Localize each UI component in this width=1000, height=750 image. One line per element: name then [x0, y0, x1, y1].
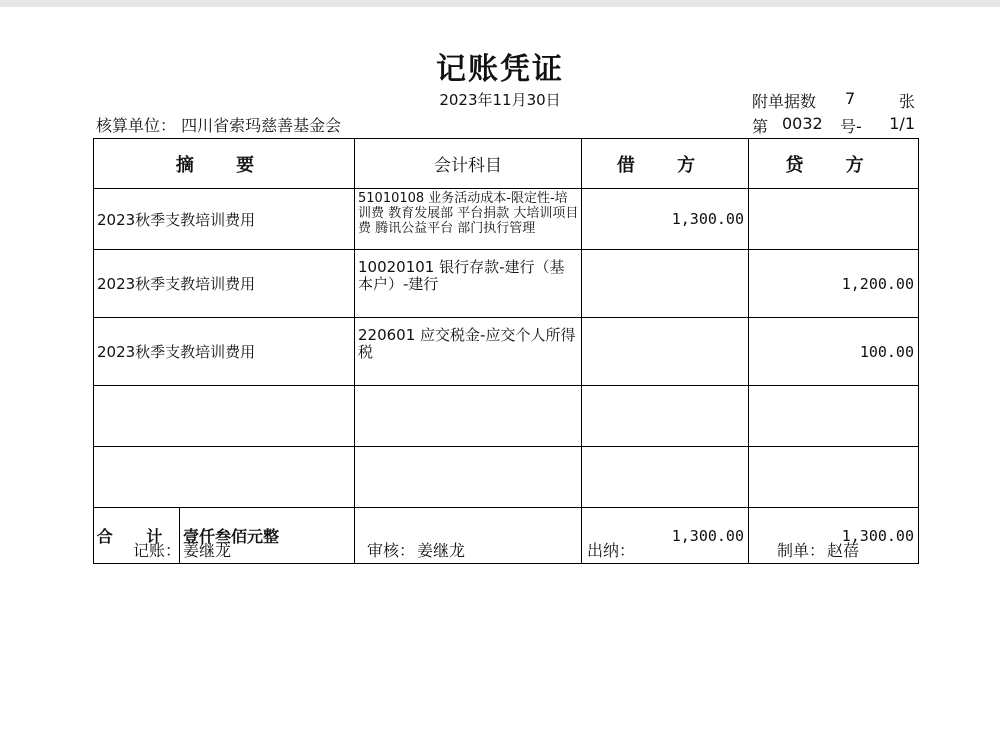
row-debit	[582, 386, 749, 447]
total-debit: 1,300.00	[582, 508, 749, 564]
table-row-empty	[94, 447, 919, 508]
table-row	[94, 189, 919, 250]
row-summary: 2023秋季支教培训费用	[94, 250, 355, 318]
preparer-label: 制单：	[777, 541, 826, 560]
row-debit	[582, 447, 749, 508]
row-account: 220601 应交税金-应交个人所得税	[355, 318, 582, 386]
total-credit: 1,300.00	[749, 508, 919, 564]
row-summary: 2023秋季支教培训费用	[94, 318, 355, 386]
bookkeeper-label: 记账：	[133, 541, 182, 560]
header-account: 会计科目	[355, 139, 582, 189]
attachment-label: 附单据数	[752, 92, 817, 111]
accounting-unit-name: 四川省索玛慈善基金会	[181, 116, 342, 135]
voucher-number	[752, 114, 917, 134]
voucher-page: 1/1	[889, 114, 915, 133]
signature-line	[0, 538, 1000, 560]
voucher-no: 0032	[782, 114, 823, 133]
row-account: 51010108 业务活动成本-限定性-培训费 教育发展部 平台捐款 大培训项目费 腾讯公益平台 部门执行管理	[355, 189, 582, 250]
row-credit	[749, 447, 919, 508]
voucher-date: 2023年11月30日	[439, 91, 561, 109]
row-account	[355, 386, 582, 447]
row-credit	[749, 386, 919, 447]
row-debit: 1,300.00	[582, 189, 749, 250]
table-row	[94, 318, 919, 386]
row-credit	[749, 189, 919, 250]
row-account: 10020101 银行存款-建行（基本户）-建行	[355, 250, 582, 318]
auditor-label: 审核：	[367, 541, 416, 560]
row-summary: 2023秋季支教培训费用	[94, 189, 355, 250]
header-debit: 借 方	[582, 139, 749, 189]
entries-table	[93, 138, 919, 564]
voucher-title: 记账凭证	[436, 52, 564, 87]
scan-edge	[0, 0, 1000, 7]
table-row-empty	[94, 386, 919, 447]
voucher-suffix: 号-	[840, 117, 862, 136]
table-row	[94, 250, 919, 318]
row-credit: 100.00	[749, 318, 919, 386]
bookkeeper-name: 姜继龙	[183, 541, 232, 560]
row-summary	[94, 447, 355, 508]
auditor-name: 姜继龙	[417, 541, 466, 560]
cashier-label: 出纳：	[587, 541, 636, 560]
header-credit: 贷 方	[749, 139, 919, 189]
table-header	[94, 139, 919, 189]
attachment-count	[752, 89, 917, 109]
row-credit: 1,200.00	[749, 250, 919, 318]
total-label: 合 计	[94, 508, 180, 563]
accounting-unit-label: 核算单位：	[96, 116, 177, 135]
header-summary: 摘 要	[94, 139, 355, 189]
preparer-name: 赵蓓	[827, 541, 860, 560]
row-summary	[94, 386, 355, 447]
row-account	[355, 447, 582, 508]
attachment-number: 7	[845, 89, 856, 108]
row-debit	[582, 250, 749, 318]
voucher-prefix: 第	[752, 117, 769, 136]
accounting-unit	[96, 113, 341, 136]
row-debit	[582, 318, 749, 386]
total-amount-words: 壹仟叁佰元整	[183, 527, 280, 546]
attachment-unit: 张	[898, 92, 915, 111]
